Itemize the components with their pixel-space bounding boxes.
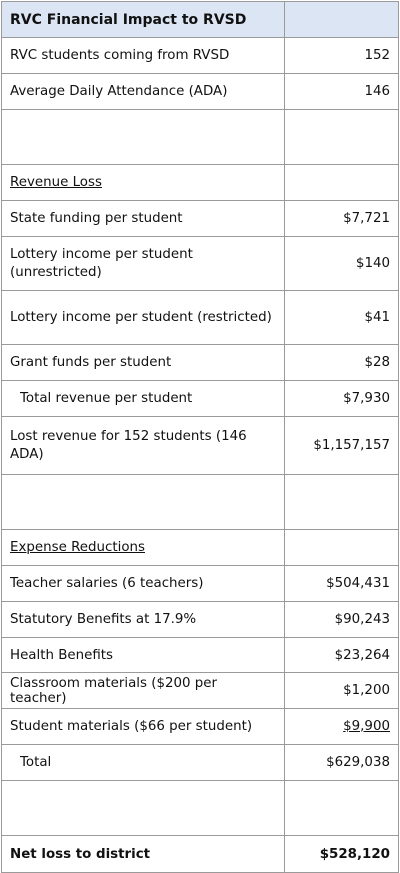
table-row (2, 345, 399, 381)
section-title-revenue-loss: Revenue Loss (2, 165, 285, 201)
table-row (2, 566, 399, 602)
row-label: State funding per student (2, 201, 285, 237)
row-label (2, 781, 285, 836)
table-row (2, 673, 399, 709)
row-label: Teacher salaries (6 teachers) (2, 566, 285, 602)
row-value: 146 (285, 74, 399, 110)
row-label: Lottery income per student (restricted) (2, 291, 285, 345)
row-value: $23,264 (285, 638, 399, 673)
row-value: $41 (285, 291, 399, 345)
row-label: Health Benefits (2, 638, 285, 673)
row-label: Lost revenue for 152 students (146 ADA) (2, 417, 285, 475)
table-header-row (2, 2, 399, 38)
row-value: $504,431 (285, 566, 399, 602)
row-value: $7,721 (285, 201, 399, 237)
row-value: $629,038 (285, 745, 399, 781)
section-header-row (2, 165, 399, 201)
row-label: RVC students coming from RVSD (2, 38, 285, 74)
section-title-expense-reductions: Expense Reductions (2, 530, 285, 566)
row-label: Average Daily Attendance (ADA) (2, 74, 285, 110)
net-loss-row (2, 836, 399, 873)
row-value: $140 (285, 237, 399, 291)
subtotal-row (2, 381, 399, 417)
table-row (2, 709, 399, 745)
table-row (2, 417, 399, 475)
table-row (2, 291, 399, 345)
row-label: Student materials ($66 per student) (2, 709, 285, 745)
row-value: $28 (285, 345, 399, 381)
row-value (285, 475, 399, 530)
row-label: Net loss to district (2, 836, 285, 873)
table-row (2, 74, 399, 110)
table-row (2, 602, 399, 638)
table-row (2, 38, 399, 74)
row-label: Total revenue per student (2, 381, 285, 417)
row-label: Lottery income per student (unrestricted) (2, 237, 285, 291)
row-value: $9,900 (285, 709, 399, 745)
row-label (2, 475, 285, 530)
row-value: $528,120 (285, 836, 399, 873)
row-value (285, 165, 399, 201)
row-label: Statutory Benefits at 17.9% (2, 602, 285, 638)
row-value (285, 530, 399, 566)
table-title: RVC Financial Impact to RVSD (2, 2, 285, 38)
spacer-row (2, 110, 399, 165)
row-value: $1,157,157 (285, 417, 399, 475)
spacer-row (2, 781, 399, 836)
row-value: $7,930 (285, 381, 399, 417)
section-header-row (2, 530, 399, 566)
financial-impact-table (1, 1, 399, 873)
row-label: Total (2, 745, 285, 781)
table-row (2, 237, 399, 291)
row-label: Grant funds per student (2, 345, 285, 381)
row-value: 152 (285, 38, 399, 74)
header-value-cell (285, 2, 399, 38)
subtotal-row (2, 745, 399, 781)
table-row (2, 638, 399, 673)
table-row (2, 201, 399, 237)
row-label (2, 110, 285, 165)
row-value: $90,243 (285, 602, 399, 638)
row-label: Classroom materials ($200 per teacher) (2, 673, 285, 709)
spacer-row (2, 475, 399, 530)
row-value: $1,200 (285, 673, 399, 709)
row-value (285, 110, 399, 165)
row-value (285, 781, 399, 836)
